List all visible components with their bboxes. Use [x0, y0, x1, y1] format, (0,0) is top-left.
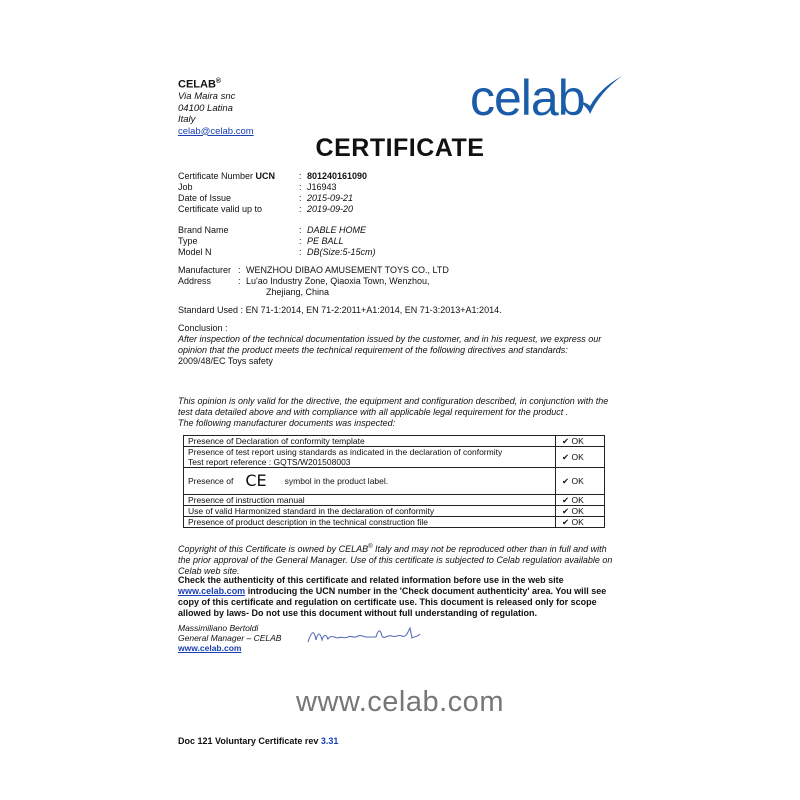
- celab-website-link[interactable]: www.celab.com: [178, 586, 246, 596]
- table-row: Presence of Declaration of conformity template ✔ OK: [184, 436, 605, 447]
- ce-mark-icon: CE: [245, 471, 267, 491]
- valid-date-row: Certificate valid up to : 2019-09-20: [178, 204, 354, 214]
- model-value: DB(Size:5-15cm): [307, 247, 376, 257]
- page-title: CERTIFICATE: [315, 134, 485, 162]
- ok-mark: ✔ OK: [556, 436, 605, 447]
- product-info: [178, 225, 376, 258]
- signer-website-link[interactable]: www.celab.com: [178, 643, 242, 653]
- conclusion-label: Conclusion :: [178, 323, 228, 333]
- directive: 2009/48/EC Toys safety: [178, 356, 273, 366]
- copyright-notice: Copyright of this Certificate is owned by CELAB® Italy and may not be reproduced other than in full and with the prior approval of the General Manager. Use of this certificate is subjected to Celab regulation available on Celab web site.: [178, 544, 613, 576]
- opinion-text: This opinion is only valid for the directive, the equipment and configuration described, in conjunction with the test data detailed above and with compliance with all applicable legal requirement for the product .: [178, 396, 609, 417]
- brand-row: Brand Name : DABLE HOME: [178, 225, 367, 235]
- sender-line-1: Via Maira snc: [178, 91, 236, 103]
- celab-web-address: www.celab.com: [296, 686, 504, 718]
- type-row: Type : PE BALL: [178, 236, 344, 246]
- table-row: Presence of test report using standards as indicated in the declaration of conformity Test report reference : GQTS/W201508003 ✔ OK: [184, 447, 605, 468]
- sender-name: CELAB®: [178, 78, 222, 91]
- ok-mark: ✔ OK: [556, 506, 605, 517]
- job-value: J16943: [307, 182, 337, 192]
- manufacturer-info: [178, 265, 449, 298]
- document-footer: Doc 121 Voluntary Certificate rev 3.31: [178, 736, 339, 746]
- standard-used: Standard Used : EN 71-1:2014, EN 71-2:2011+A1:2014, EN 71-3:2013+A1:2014.: [178, 305, 502, 315]
- inspected-documents-table: [183, 435, 605, 528]
- certificate-info: [178, 171, 367, 215]
- ok-mark: ✔ OK: [556, 495, 605, 506]
- celab-logo: [470, 68, 630, 128]
- authenticity-notice: Check the authenticity of this certificate and related information before use in the web site www.celab.com introducing the UCN number in the 'Check document authenticity' area. You will see copy of this certificate and regulation on certificate use. This document is released only for scope allowed by laws- Do not use this document without full understanding of regulation.: [178, 575, 607, 618]
- sender-line-3: Italy: [178, 114, 196, 126]
- manufacturer-row: Manufacturer : WENZHOU DIBAO AMUSEMENT TOYS CO., LTD: [178, 265, 449, 275]
- issue-date-row: Date of Issue : 2015-09-21: [178, 193, 354, 203]
- certificate-number-row: Certificate Number UCN : 801240161090: [178, 171, 368, 181]
- table-row: Presence of CE symbol in the product label. ✔ OK: [184, 468, 605, 495]
- brand-value: DABLE HOME: [307, 225, 367, 235]
- sender-address: [178, 76, 254, 137]
- address-line-2: Zhejiang, China: [266, 287, 330, 297]
- address-line-1: Lu'ao Industry Zone, Qiaoxia Town, Wenzhou,: [246, 276, 430, 286]
- conclusion: [178, 323, 618, 367]
- ok-mark: ✔ OK: [556, 447, 605, 468]
- signer-name: Massimiliano Bertoldi: [178, 623, 259, 633]
- inspected-label: The following manufacturer documents was inspected:: [178, 418, 396, 428]
- logo-wordmark: celab: [470, 70, 585, 126]
- ok-mark: ✔ OK: [556, 468, 605, 495]
- job-row: Job : J16943: [178, 182, 337, 192]
- sender-line-2: 04100 Latina: [178, 102, 233, 114]
- manufacturer-name: WENZHOU DIBAO AMUSEMENT TOYS CO., LTD: [246, 265, 449, 275]
- sender-email-link[interactable]: celab@celab.com: [178, 125, 254, 137]
- table-row: Presence of product description in the technical construction file ✔ OK: [184, 517, 605, 528]
- issue-date: 2015-09-21: [307, 193, 354, 203]
- conclusion-text: After inspection of the technical documentation issued by the customer, and in his request, we express our opinion that the product meets the technical requirement of the following directives and standards:: [178, 334, 602, 355]
- certificate-number: 801240161090: [307, 171, 368, 181]
- ok-mark: ✔ OK: [556, 517, 605, 528]
- signature-icon: [306, 624, 426, 648]
- table-row: Use of valid Harmonized standard in the declaration of conformity ✔ OK: [184, 506, 605, 517]
- signer-role: General Manager – CELAB: [178, 633, 282, 643]
- type-value: PE BALL: [307, 236, 344, 246]
- check-mark-icon: [566, 72, 626, 122]
- opinion: [178, 396, 618, 429]
- model-row: Model N : DB(Size:5-15cm): [178, 247, 376, 257]
- revision-number: 3.31: [320, 736, 339, 746]
- address-row: Address : Lu'ao Industry Zone, Qiaoxia Town, Wenzhou,: [178, 276, 430, 286]
- valid-date: 2019-09-20: [307, 204, 354, 214]
- signer-block: [178, 623, 281, 653]
- table-row: Presence of instruction manual ✔ OK: [184, 495, 605, 506]
- standard-value: EN 71-1:2014, EN 71-2:2011+A1:2014, EN 71-3:2013+A1:2014.: [245, 305, 502, 315]
